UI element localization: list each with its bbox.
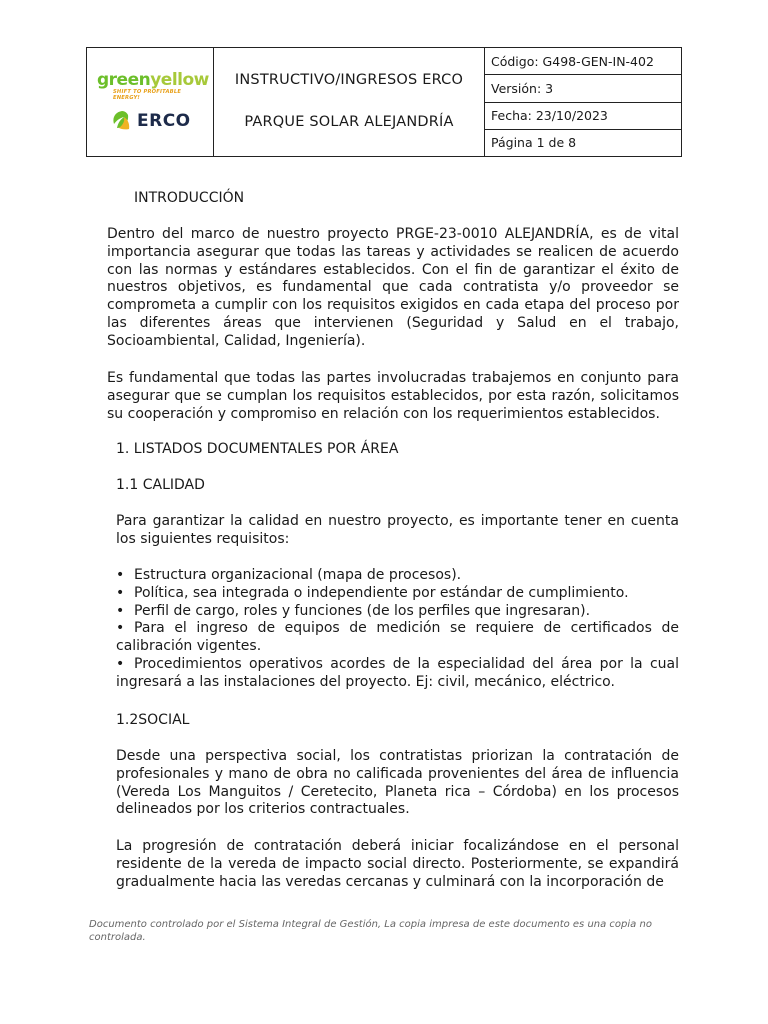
list-item: • Procedimientos operativos acordes de la especialidad del área por la cual ingresará a las instalaciones del proyecto. Ej: civil, mecánico, eléctrico. xyxy=(116,655,679,690)
list-item-text: Estructura organizacional (mapa de procesos). xyxy=(134,567,462,583)
erco-logo-text: ERCO xyxy=(137,111,191,131)
footer-note: Documento controlado por el Sistema Integral de Gestión, La copia impresa de este documento es una copia no controlada. xyxy=(89,919,652,943)
section-1-2-heading: 1.2SOCIAL xyxy=(116,712,190,728)
greenyellow-logo xyxy=(97,72,207,101)
calidad-bullet-list xyxy=(116,567,679,692)
document-code: Código: G498-GEN-IN-402 xyxy=(485,48,681,75)
erco-leaf-icon xyxy=(111,109,133,133)
document-header-table xyxy=(86,47,682,157)
intro-paragraph-2: Es fundamental que todas las partes involucradas trabajemos en conjunto para asegurar que se cumplan los requisitos establecidos, por esta razón, solicitamos su cooperación y compromiso en relación con los requerimientos establecidos. xyxy=(107,370,679,422)
social-paragraph-2: La progresión de contratación deberá iniciar focalizándose en el personal residente de la vereda de impacto social directo. Posteriormente, se expandirá gradualmente hacia las veredas cercanas y culminará con la incorporación de xyxy=(116,838,679,890)
intro-paragraph-1: Dentro del marco de nuestro proyecto PRGE-23-0010 ALEJANDRÍA, es de vital importancia asegurar que todas las tareas y actividades se realicen de acuerdo con las normas y estándares establecidos. Con el fin de garantizar el éxito de nuestros objetivos, es fundamental que cada contratista y/o proveedor se comprometa a cumplir con los requisitos exigidos en cada etapa del proceso por las diferentes áreas que intervienen (Seguridad y Salud en el trabajo, Socioambiental, Calidad, Ingeniería). xyxy=(107,226,679,349)
page-number: Página 1 de 8 xyxy=(491,135,577,151)
project-name: PARQUE SOLAR ALEJANDRÍA xyxy=(244,114,454,130)
list-item: • Perfil de cargo, roles y funciones (de los perfiles que ingresaran). xyxy=(116,602,591,619)
list-item: • Política, sea integrada o independiente por estándar de cumplimiento. xyxy=(116,584,629,601)
erco-logo xyxy=(111,109,191,133)
list-item: • Para el ingreso de equipos de medición se requiere de certificados de calibración vigentes. xyxy=(116,620,679,655)
list-item-text: Perfil de cargo, roles y funciones (de los perfiles que ingresaran). xyxy=(134,602,591,619)
greenyellow-tagline: SHIFT TO PROFITABLE ENERGY! xyxy=(113,89,182,101)
calidad-paragraph: Para garantizar la calidad en nuestro proyecto, es importante tener en cuenta los siguientes requisitos: xyxy=(116,513,679,547)
greenyellow-logo-green: green xyxy=(97,70,151,90)
list-item-text: Para el ingreso de equipos de medición se requiere de certificados de calibración vigentes. xyxy=(116,620,679,655)
metadata-cell xyxy=(485,48,681,156)
title-cell xyxy=(214,48,485,156)
greenyellow-logo-yellow: yellow xyxy=(150,70,209,90)
section-1-1-heading: 1.1 CALIDAD xyxy=(116,477,205,493)
intro-heading: INTRODUCCIÓN xyxy=(134,190,245,206)
list-item-text: Procedimientos operativos acordes de la especialidad del área por la cual ingresará a las instalaciones del proyecto. Ej: civil, mecánico, eléctrico. xyxy=(116,655,679,690)
logo-cell xyxy=(87,48,214,156)
list-item-text: Política, sea integrada o independiente por estándar de cumplimiento. xyxy=(134,584,629,601)
document-title: INSTRUCTIVO/INGRESOS ERCO xyxy=(234,72,464,88)
list-item: • Estructura organizacional (mapa de procesos). xyxy=(116,567,462,583)
document-version: Versión: 3 xyxy=(485,75,681,102)
social-paragraph-1: Desde una perspectiva social, los contratistas priorizan la contratación de profesionales y mano de obra no calificada provenientes del área de influencia (Vereda Los Manguitos / Ceretecito, Planeta rica – Córdoba) en los procesos delineados por los criterios contractuales. xyxy=(116,748,679,818)
document-date: Fecha: 23/10/2023 xyxy=(485,103,681,130)
section-1-heading: 1. LISTADOS DOCUMENTALES POR ÁREA xyxy=(116,441,399,457)
